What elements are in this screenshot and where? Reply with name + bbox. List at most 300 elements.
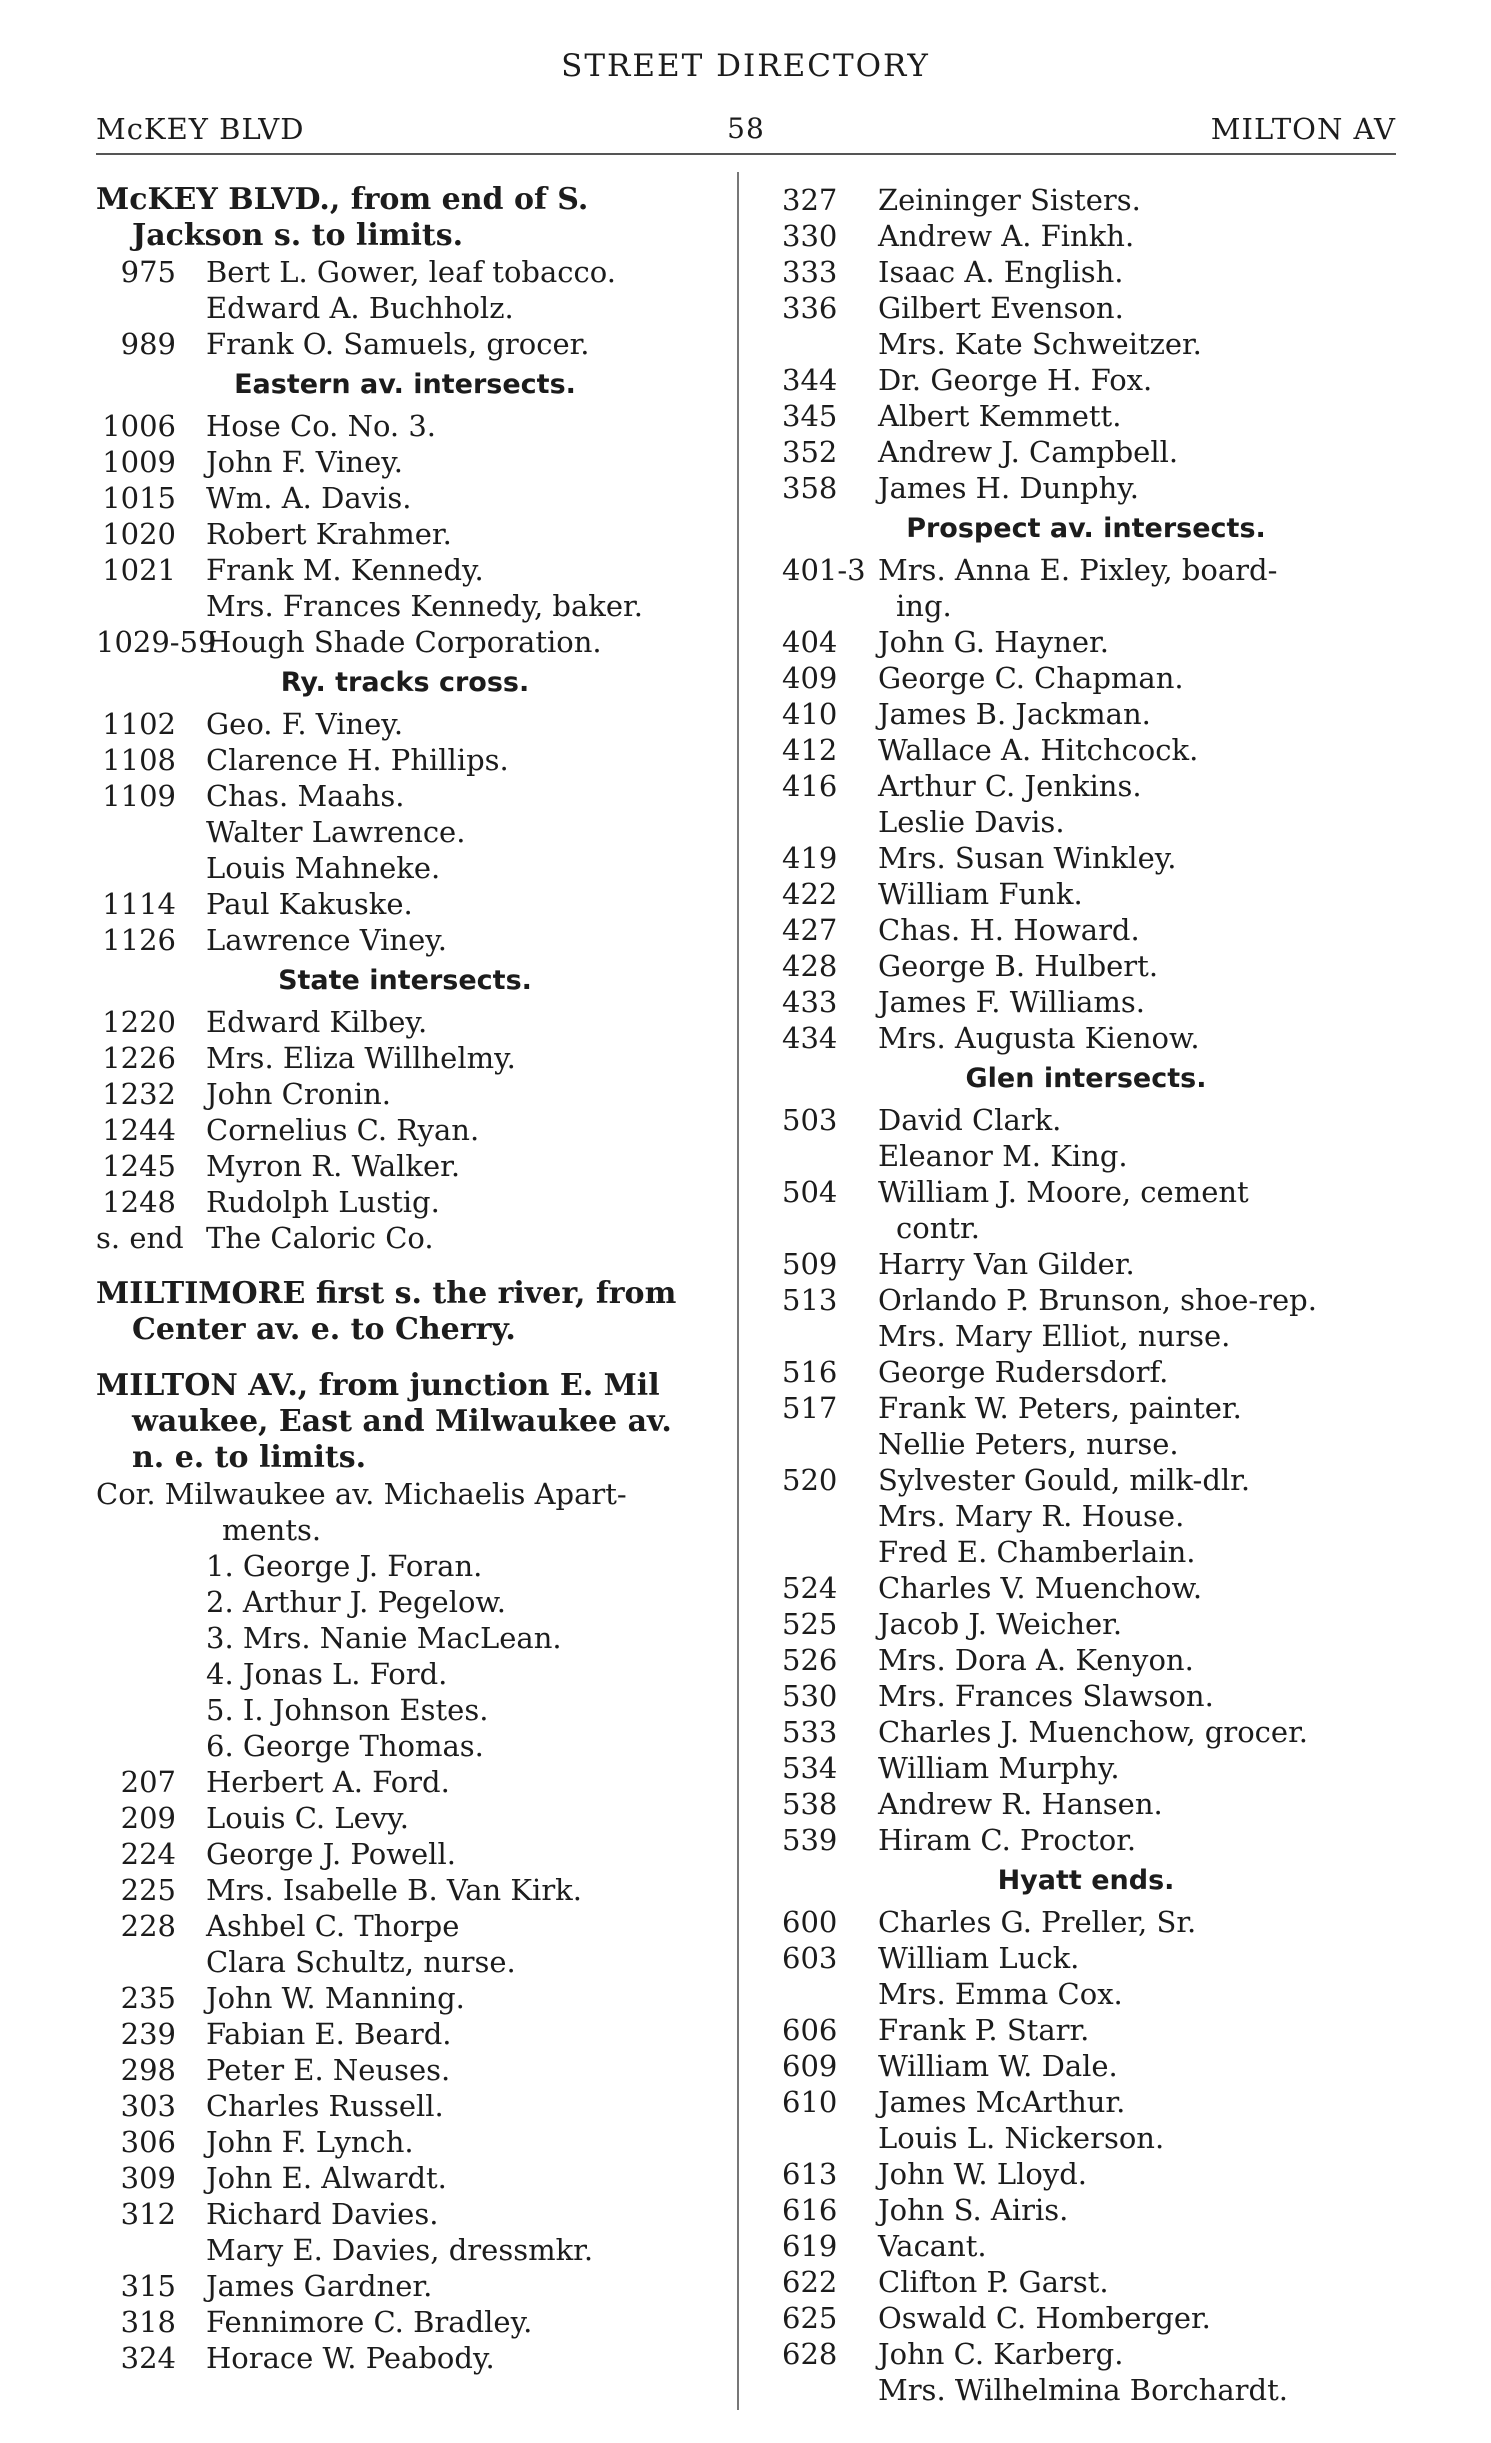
intersection-note: Prospect av. intersects. [906, 513, 1266, 544]
directory-entry [782, 398, 1390, 434]
entry-name: Leslie Davis. [878, 805, 1065, 839]
entry-name: Mrs. Kate Schweitzer. [878, 327, 1202, 361]
directory-entry [96, 2088, 714, 2124]
entry-number: 235 [120, 1981, 176, 2015]
entry-name: John W. Manning. [206, 1981, 465, 2015]
entry-number: 209 [120, 1801, 176, 1835]
entry-name: Charles Russell. [206, 2089, 444, 2123]
entry-name: Bert L. Gower, leaf tobacco. [206, 255, 616, 289]
entry-number: 610 [782, 2085, 838, 2119]
entry-name: James H. Dunphy. [878, 471, 1139, 505]
intersection-note: Glen intersects. [965, 1063, 1207, 1094]
directory-entry [782, 2012, 1390, 2048]
entry-number: 600 [782, 1905, 838, 1939]
entry-group [96, 1764, 714, 2376]
directory-entry [96, 480, 714, 516]
header-rule [96, 153, 1396, 155]
entry-name: 5. I. Johnson Estes. [206, 1693, 489, 1727]
entry-number: 228 [120, 1909, 176, 1943]
page-title: STREET DIRECTORY [561, 48, 930, 84]
directory-entry [96, 778, 714, 814]
entry-number: 975 [120, 255, 176, 289]
entry-number: 225 [120, 1873, 176, 1907]
directory-entry [782, 1940, 1390, 1976]
entry-group [782, 182, 1390, 506]
directory-entry [96, 624, 714, 660]
entry-name: Frank W. Peters, painter. [878, 1391, 1242, 1425]
entry-name: Mrs. Frances Kennedy, baker. [206, 589, 643, 623]
heading-line: waukee, East and Milwaukee av. [132, 1404, 672, 1439]
directory-entry [782, 1426, 1390, 1462]
directory-entry [782, 1174, 1390, 1210]
entry-number: 224 [120, 1837, 176, 1871]
directory-entry [96, 1476, 714, 1512]
directory-entry [782, 1020, 1390, 1056]
directory-entry [782, 2300, 1390, 2336]
entry-name: William W. Dale. [878, 2049, 1118, 2083]
entry-number: 525 [782, 1607, 838, 1641]
entry-number: 427 [782, 913, 838, 947]
entry-name: Oswald C. Homberger. [878, 2301, 1211, 2335]
entry-name: ing. [896, 589, 952, 623]
entry-name: 1. George J. Foran. [206, 1549, 483, 1583]
entry-number: 312 [120, 2197, 176, 2231]
entry-number: 606 [782, 2013, 838, 2047]
intersection-note: State intersects. [278, 965, 532, 996]
entry-number: 239 [120, 2017, 176, 2051]
directory-entry [96, 408, 714, 444]
directory-entry [96, 850, 714, 886]
entry-name: 3. Mrs. Nanie MacLean. [206, 1621, 562, 1655]
entry-name: Gilbert Evenson. [878, 291, 1124, 325]
directory-entry [782, 1102, 1390, 1138]
entry-number: 358 [782, 471, 838, 505]
directory-entry [782, 2048, 1390, 2084]
entry-number: 1009 [102, 445, 176, 479]
directory-entry [782, 876, 1390, 912]
directory-entry [782, 1786, 1390, 1822]
directory-entry [96, 516, 714, 552]
entry-number: 330 [782, 219, 838, 253]
entry-name: John W. Lloyd. [878, 2157, 1087, 2191]
directory-entry [96, 254, 714, 290]
entry-number: 336 [782, 291, 838, 325]
directory-entry [96, 2304, 714, 2340]
entry-name: Clarence H. Phillips. [206, 743, 509, 777]
entry-name: Mrs. Susan Winkley. [878, 841, 1177, 875]
directory-entry [782, 2264, 1390, 2300]
entry-name: Sylvester Gould, milk-dlr. [878, 1463, 1251, 1497]
directory-entry [782, 1210, 1390, 1246]
directory-entry [96, 1836, 714, 1872]
entry-name: Louis L. Nickerson. [878, 2121, 1165, 2155]
directory-entry [782, 840, 1390, 876]
entry-name: John F. Viney. [206, 445, 403, 479]
entry-name: James McArthur. [878, 2085, 1126, 2119]
entry-name: Andrew A. Finkh. [878, 219, 1135, 253]
entry-number: 1220 [102, 1005, 176, 1039]
entry-name: Charles V. Muenchow. [878, 1571, 1203, 1605]
entry-number: 1020 [102, 517, 176, 551]
entry-number: 416 [782, 769, 838, 803]
entry-number: 309 [120, 2161, 176, 2195]
directory-entry [782, 1318, 1390, 1354]
entry-name: Dr. George H. Fox. [878, 363, 1153, 397]
entry-name: Louis Mahneke. [206, 851, 441, 885]
directory-entry [782, 984, 1390, 1020]
directory-entry [782, 768, 1390, 804]
entry-number: 1109 [102, 779, 176, 813]
entry-name: John Cronin. [206, 1077, 392, 1111]
street-heading-milton [96, 1368, 714, 1476]
entry-name: George C. Chapman. [878, 661, 1184, 695]
directory-entry [782, 254, 1390, 290]
intersection-note: Ry. tracks cross. [280, 667, 530, 698]
entry-name: 4. Jonas L. Ford. [206, 1657, 448, 1691]
heading-line: Jackson s. to limits. [132, 218, 464, 253]
entry-number: 534 [782, 1751, 838, 1785]
entry-name: Hiram C. Proctor. [878, 1823, 1137, 1857]
heading-line: MILTIMORE first s. the river, from [96, 1276, 677, 1311]
entry-number: 1226 [102, 1041, 176, 1075]
directory-entry [782, 552, 1390, 588]
entry-name: Andrew R. Hansen. [878, 1787, 1163, 1821]
entry-number: 603 [782, 1941, 838, 1975]
entry-name: Mrs. Isabelle B. Van Kirk. [206, 1873, 582, 1907]
entry-number: 1108 [102, 743, 176, 777]
entry-group [782, 1246, 1390, 1858]
entry-name: Hose Co. No. 3. [206, 409, 437, 443]
entry-number: 404 [782, 625, 838, 659]
entry-number: 625 [782, 2301, 838, 2335]
directory-entry [782, 2336, 1390, 2372]
entry-name: Myron R. Walker. [206, 1149, 461, 1183]
entry-name: David Clark. [878, 1103, 1062, 1137]
entry-name: Mrs. Frances Slawson. [878, 1679, 1214, 1713]
entry-number: 352 [782, 435, 838, 469]
directory-entry [782, 1246, 1390, 1282]
entry-name: Eleanor M. King. [878, 1139, 1128, 1173]
entry-number: 303 [120, 2089, 176, 2123]
entry-name: Charles G. Preller, Sr. [878, 1905, 1197, 1939]
apartment-entry [96, 1656, 714, 1692]
directory-entry [782, 660, 1390, 696]
directory-entry [96, 814, 714, 850]
left-column [96, 182, 714, 2376]
directory-entry [96, 1040, 714, 1076]
running-head-right: MILTON AV [1210, 112, 1396, 146]
entry-number: 298 [120, 2053, 176, 2087]
apartment-list [96, 1548, 714, 1764]
directory-entry [782, 326, 1390, 362]
entry-name: William Luck. [878, 1941, 1080, 1975]
entry-number: 517 [782, 1391, 838, 1425]
entry-name: Wallace A. Hitchcock. [878, 733, 1199, 767]
entry-name: Jacob J. Weicher. [878, 1607, 1123, 1641]
entry-number: 1126 [102, 923, 176, 957]
entry-name: George B. Hulbert. [878, 949, 1159, 983]
directory-entry [782, 1534, 1390, 1570]
directory-entry [96, 588, 714, 624]
entry-group [782, 1102, 1390, 1210]
directory-entry [96, 2160, 714, 2196]
entry-number: 520 [782, 1463, 838, 1497]
directory-entry [782, 182, 1390, 218]
entry-name: William Murphy. [878, 1751, 1120, 1785]
directory-entry [782, 1570, 1390, 1606]
directory-entry [782, 1750, 1390, 1786]
entry-name: Mrs. Dora A. Kenyon. [878, 1643, 1194, 1677]
directory-entry [96, 1512, 714, 1548]
entry-number: s. end [96, 1221, 184, 1255]
directory-entry [782, 1390, 1390, 1426]
entry-number: 401-3 [782, 553, 866, 587]
entry-name: Harry Van Gilder. [878, 1247, 1135, 1281]
entry-name: Cor. Milwaukee av. Michaelis Apart- [96, 1477, 627, 1511]
directory-entry [96, 1148, 714, 1184]
entry-name: Cornelius C. Ryan. [206, 1113, 480, 1147]
entry-number: 1021 [102, 553, 176, 587]
entry-name: Isaac A. English. [878, 255, 1124, 289]
entry-name: Peter E. Neuses. [206, 2053, 451, 2087]
entry-number: 503 [782, 1103, 838, 1137]
entry-name: Geo. F. Viney. [206, 707, 404, 741]
entry-number: 538 [782, 1787, 838, 1821]
entry-number: 1029-59 [96, 625, 217, 659]
entry-number: 1102 [102, 707, 176, 741]
entry-number: 324 [120, 2341, 176, 2375]
apartment-entry [96, 1728, 714, 1764]
entry-name: Mrs. Anna E. Pixley, board- [878, 553, 1278, 587]
entry-number: 318 [120, 2305, 176, 2339]
heading-line: McKEY BLVD., from end of S. [96, 182, 589, 217]
entry-number: 622 [782, 2265, 838, 2299]
entry-number: 333 [782, 255, 838, 289]
directory-entry [96, 1764, 714, 1800]
entry-name: Ashbel C. Thorpe [206, 1909, 460, 1943]
entry-name: Louis C. Levy. [206, 1801, 409, 1835]
entry-name: Nellie Peters, nurse. [878, 1427, 1179, 1461]
street-heading-miltimore [96, 1276, 714, 1348]
directory-entry [96, 706, 714, 742]
directory-entry [96, 2268, 714, 2304]
entry-number: 616 [782, 2193, 838, 2227]
entry-name: Mrs. Augusta Kienow. [878, 1021, 1200, 1055]
directory-entry [96, 1220, 714, 1256]
apartment-entry [96, 1620, 714, 1656]
entry-number: 504 [782, 1175, 838, 1209]
entry-name: George J. Powell. [206, 1837, 456, 1871]
entry-name: James B. Jackman. [878, 697, 1151, 731]
entry-group [96, 254, 714, 362]
entry-number: 409 [782, 661, 838, 695]
directory-entry [96, 2052, 714, 2088]
entry-number: 513 [782, 1283, 838, 1317]
entry-name: Zeininger Sisters. [878, 183, 1141, 217]
entry-name: Frank P. Starr. [878, 2013, 1090, 2047]
directory-entry [782, 1822, 1390, 1858]
entry-name: The Caloric Co. [206, 1221, 434, 1255]
entry-name: Chas. H. Howard. [878, 913, 1140, 947]
directory-entry [782, 804, 1390, 840]
column-divider [737, 172, 739, 2410]
running-head [96, 112, 1396, 150]
entry-number: 428 [782, 949, 838, 983]
entry-name: ments. [222, 1513, 322, 1547]
entry-number: 1232 [102, 1077, 176, 1111]
entry-name: Chas. Maahs. [206, 779, 405, 813]
directory-entry [96, 2340, 714, 2376]
directory-entry [782, 218, 1390, 254]
entry-name: Walter Lawrence. [206, 815, 466, 849]
directory-entry [96, 1908, 714, 1944]
directory-entry [782, 948, 1390, 984]
entry-name: Horace W. Peabody. [206, 2341, 495, 2375]
directory-entry [96, 1872, 714, 1908]
entry-name: Robert Krahmer. [206, 517, 452, 551]
entry-name: Mary E. Davies, dressmkr. [206, 2233, 594, 2267]
heading-line: Center av. e. to Cherry. [132, 1312, 516, 1347]
entry-number: 410 [782, 697, 838, 731]
entry-name: William J. Moore, cement [878, 1175, 1249, 1209]
directory-entry [782, 2192, 1390, 2228]
directory-entry [96, 1112, 714, 1148]
entry-name: Albert Kemmett. [878, 399, 1122, 433]
entry-name: Richard Davies. [206, 2197, 439, 2231]
entry-number: 516 [782, 1355, 838, 1389]
entry-name: Fennimore C. Bradley. [206, 2305, 533, 2339]
entry-number: 433 [782, 985, 838, 1019]
entry-number: 628 [782, 2337, 838, 2371]
entry-name: Mrs. Emma Cox. [878, 1977, 1123, 2011]
entry-name: William Funk. [878, 877, 1083, 911]
entry-name: Arthur C. Jenkins. [878, 769, 1142, 803]
entry-name: Mrs. Mary R. House. [878, 1499, 1185, 1533]
entry-number: 524 [782, 1571, 838, 1605]
entry-number: 533 [782, 1715, 838, 1749]
entry-number: 526 [782, 1643, 838, 1677]
entry-number: 345 [782, 399, 838, 433]
directory-entry [96, 2232, 714, 2268]
entry-number: 609 [782, 2049, 838, 2083]
directory-entry [782, 1606, 1390, 1642]
directory-entry [782, 912, 1390, 948]
entry-group [782, 624, 1390, 1056]
apartment-entry [96, 1548, 714, 1584]
entry-name: Edward A. Buchholz. [206, 291, 514, 325]
entry-number: 1248 [102, 1185, 176, 1219]
directory-entry [782, 1138, 1390, 1174]
directory-entry [96, 1004, 714, 1040]
apartment-entry [96, 1692, 714, 1728]
entry-name: Paul Kakuske. [206, 887, 413, 921]
directory-entry [782, 588, 1390, 624]
entry-name: Lawrence Viney. [206, 923, 447, 957]
entry-name: Andrew J. Campbell. [878, 435, 1179, 469]
entry-name: Fabian E. Beard. [206, 2017, 452, 2051]
entry-name: Rudolph Lustig. [206, 1185, 440, 1219]
directory-entry [782, 732, 1390, 768]
entry-number: 1245 [102, 1149, 176, 1183]
entry-name: Mrs. Wilhelmina Borchardt. [878, 2373, 1288, 2407]
directory-entry [782, 1498, 1390, 1534]
entry-name: Charles J. Muenchow, grocer. [878, 1715, 1308, 1749]
entry-group [782, 1904, 1390, 2408]
directory-entry [782, 362, 1390, 398]
street-heading-mckey [96, 182, 714, 254]
entry-number: 1244 [102, 1113, 176, 1147]
directory-entry [96, 742, 714, 778]
entry-name: Clifton P. Garst. [878, 2265, 1109, 2299]
directory-entry [96, 290, 714, 326]
entry-group [96, 1004, 714, 1256]
directory-entry [782, 2084, 1390, 2120]
entry-group [96, 408, 714, 660]
directory-entry [782, 2372, 1390, 2408]
entry-name: Clara Schultz, nurse. [206, 1945, 516, 1979]
directory-entry [96, 2124, 714, 2160]
directory-entry [96, 2196, 714, 2232]
intersection-note: Eastern av. intersects. [234, 369, 576, 400]
entry-number: 619 [782, 2229, 838, 2263]
heading-line: n. e. to limits. [132, 1440, 367, 1475]
entry-name: Fred E. Chamberlain. [878, 1535, 1196, 1569]
entry-number: 344 [782, 363, 838, 397]
directory-entry [96, 886, 714, 922]
entry-number: 434 [782, 1021, 838, 1055]
apartment-entry [96, 1584, 714, 1620]
entry-name: George Rudersdorf. [878, 1355, 1169, 1389]
entry-name: Mrs. Eliza Willhelmy. [206, 1041, 516, 1075]
directory-entry [782, 290, 1390, 326]
entry-number: 207 [120, 1765, 176, 1799]
entry-number: 422 [782, 877, 838, 911]
entry-name: Herbert A. Ford. [206, 1765, 450, 1799]
directory-entry [782, 1462, 1390, 1498]
directory-entry [782, 1642, 1390, 1678]
entry-number: 306 [120, 2125, 176, 2159]
entry-name: 2. Arthur J. Pegelow. [206, 1585, 507, 1619]
directory-entry [782, 624, 1390, 660]
entry-number: 412 [782, 733, 838, 767]
entry-number: 530 [782, 1679, 838, 1713]
entry-name: Wm. A. Davis. [206, 481, 412, 515]
directory-entry [782, 434, 1390, 470]
directory-entry [96, 1184, 714, 1220]
entry-name: John C. Karberg. [878, 2337, 1124, 2371]
entry-number: 613 [782, 2157, 838, 2191]
directory-entry [782, 2120, 1390, 2156]
entry-name: Hough Shade Corporation. [206, 625, 602, 659]
directory-entry [782, 1354, 1390, 1390]
intersection-note: Hyatt ends. [997, 1865, 1175, 1896]
entry-number: 327 [782, 183, 838, 217]
directory-entry [96, 444, 714, 480]
directory-entry [782, 2228, 1390, 2264]
directory-entry [96, 326, 714, 362]
entry-name: John S. Airis. [878, 2193, 1069, 2227]
page-number: 58 [727, 112, 765, 145]
entry-name: Vacant. [878, 2229, 987, 2263]
directory-entry [782, 1678, 1390, 1714]
directory-entry [96, 1800, 714, 1836]
entry-name: Frank M. Kennedy. [206, 553, 484, 587]
entry-name: John G. Hayner. [878, 625, 1109, 659]
running-head-left: McKEY BLVD [96, 112, 305, 146]
directory-entry [96, 922, 714, 958]
entry-name: contr. [896, 1211, 980, 1245]
directory-entry [96, 2016, 714, 2052]
